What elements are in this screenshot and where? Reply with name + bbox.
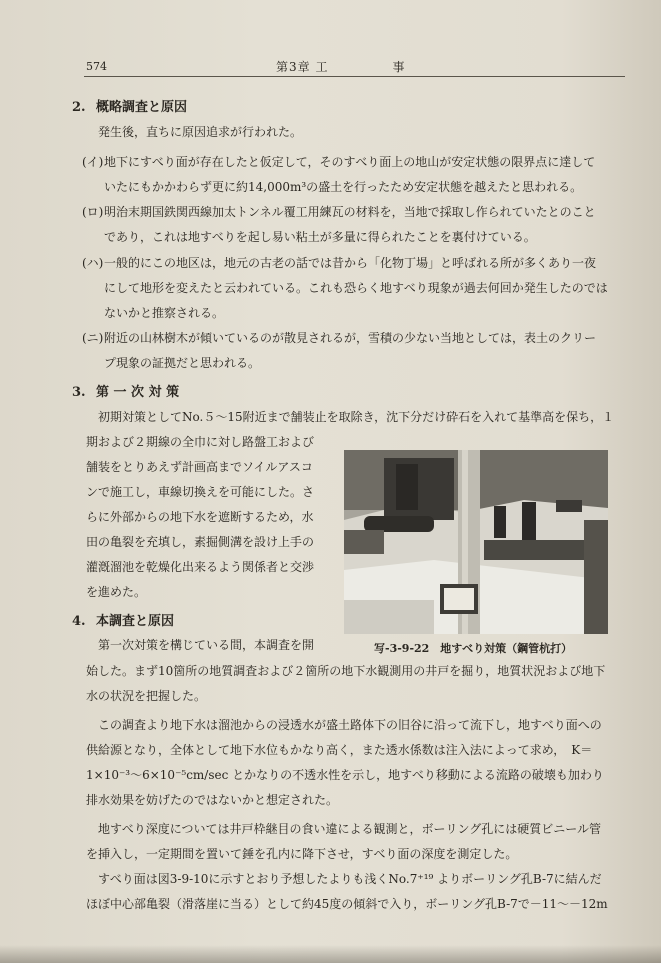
paragraph-line: 期および２期線の全巾に対し路盤工および [86,435,315,449]
list-item: (イ)地下にすべり面が存在したと仮定して，そのすべり面上の地山が安定状態の限界点に達して [82,155,596,169]
list-item-continuation: であり，これは地すべりを起し易い粘土が多量に得られたことを裏付けている。 [104,230,536,244]
paragraph-line: 始した。まず10箇所の地質調査および２箇所の地下水観測用の井戸を掘り，地質状況および地下 [86,664,606,678]
list-item: (ニ)附近の山林樹木が傾いているのが散見されるが，雪積の少ない当地としては，表土のクリー [82,331,597,345]
list-item-continuation: いたにもかかわらず更に約14,000m³の盛土を行ったため安定状態を越えたと思われる。 [104,180,583,194]
header-rule [84,76,625,77]
list-item: (ロ)明治末期国鉄関西線加太トンネル覆工用練瓦の材料を，当地で採取し作られていたとのこと [82,205,596,219]
paragraph-line: ンで施工し，車線切換えを可能にした。さ [86,485,315,499]
list-item-continuation: プ現象の証拠だと思われる。 [104,356,261,370]
paragraph-line: 1×10⁻³～6×10⁻⁵cm/sec とかなりの不透水性を示し，地すべり移動による流路の破壊も加わり [86,768,604,782]
paragraph-line: 田の亀裂を充填し，素掘側溝を設け上手の [86,535,315,549]
chapter-title-b: 事 [392,60,406,74]
paragraph-line: らに外部からの地下水を遮断するため，水 [86,510,314,524]
list-item-continuation: ないかと推察される。 [104,306,225,320]
section-heading-3: 3. 第 一 次 対 策 [72,385,180,400]
page-edge-shadow [0,945,661,963]
paragraph: 発生後，直ちに原因追求が行われた。 [98,125,303,139]
list-item-continuation: にして地形を変えたと云われている。これも恐らく地すべり現象が過去何回か発生したのでは [104,281,608,295]
paragraph-line: を挿入し，一定期間を置いて錘を孔内に降下させ，すべり面の深度を測定した。 [86,847,518,861]
paragraph-line: 舗装をとりあえず計画高までソイルアスコ [86,460,313,474]
section-heading-2: 2. 概略調査と原因 [72,100,188,115]
photo-caption: 写-3-9-22 地すべり対策（鋼管杭打） [374,642,573,655]
paragraph-line: 排水効果を妨げたのではないかと想定された。 [86,793,339,807]
paragraph-line: 灌漑溜池を乾燥化出来るよう関係者と交渉 [86,560,315,574]
site-photo [344,450,608,634]
paragraph-line: ほぼ中心部亀裂（滑落崖に当る）として約45度の傾斜で入り，ボーリング孔B-7で－11～－12m [86,897,608,911]
list-item: (ハ)一般的にこの地区は，地元の古老の話では昔から「化物丁場」と呼ばれる所が多くあり一夜 [82,256,597,270]
paragraph-line: この調査より地下水は溜池からの浸透水が盛土路体下の旧谷に沿って流下し，地すべり面への [98,718,602,732]
paragraph-line: を進めた。 [86,585,147,599]
chapter-label: 第3章 [276,60,311,74]
paragraph-line: 第一次対策を構じている間，本調査を開 [98,638,315,652]
page-number: 574 [86,60,107,73]
paragraph-line: すべり面は図3-9-10に示すとおり予想したよりも浅くNo.7⁺¹⁹ よりボーリング孔B-7に結んだ [98,872,602,886]
paragraph-line: 供給源となり，全体として地下水位もかなり高く，また透水係数は注入法によって求め， K＝ [86,743,593,757]
paragraph-line: 地すべり深度については井戸枠継目の食い違による観測と，ボーリング孔には硬質ビニール管 [98,822,602,836]
running-header [276,58,406,75]
paragraph-line: 水の状況を把握した。 [86,689,207,703]
paragraph-line: 初期対策としてNo.５～15附近まで舗装止を取除き，沈下分だけ砕石を入れて基準高を保ち，１ [98,410,615,424]
section-heading-4: 4. 本調査と原因 [72,614,175,629]
chapter-title-a: 工 [315,60,329,74]
